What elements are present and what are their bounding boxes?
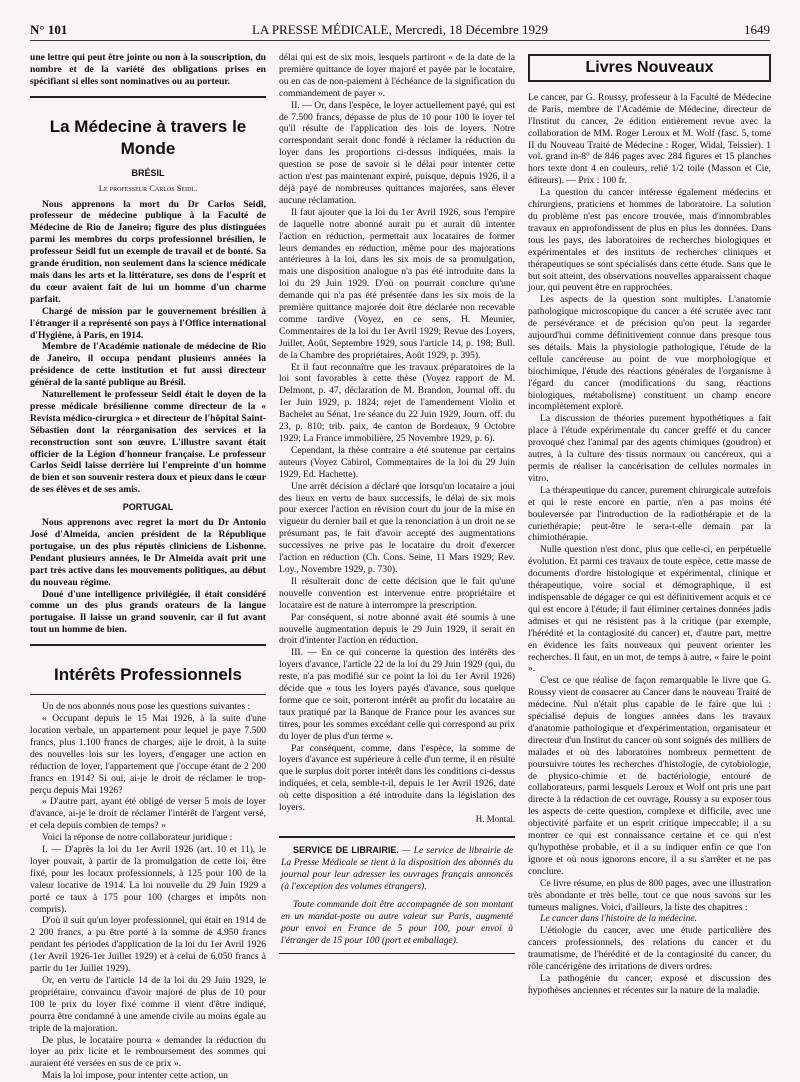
- page-header: [30, 20, 770, 41]
- heading-bresil: BRÉSIL: [131, 167, 165, 178]
- issue-number: N° 101: [30, 22, 68, 37]
- paragraph: Naturellement le professeur Seidl était le doyen de la presse médicale brésilienne comme directeur de la « Revista médico-cirurgica » et directeur de l'hôpital Saint-Sébastien dont la réorganisation des services et la reconstruction sont son œuvre. L'illustre savant était officier de la Légion d'honneur française. Le professeur Carlos Seidl laisse derrière lui l'empreinte d'un homme de bien et son souvenir restera doux et pieux dans le cœur de ses élèves et de ses amis.: [30, 389, 266, 496]
- librairie-box: [279, 836, 515, 954]
- section-title-medecine: La Médecine à travers le Monde: [49, 116, 247, 158]
- heading-portugal: PORTUGAL: [122, 502, 174, 513]
- section-title-interets: Intérêts Professionnels: [53, 665, 242, 685]
- paragraph: « Occupant depuis le 15 Mai 1926, à la suite d'une location verbale, un appartement pour lequel je paye 7.500 francs, plus 1.100 francs de charges, aije le droit, à la suite des nouvelles lois sur les loyers, d'engager une action en réduction de loyer, l'appartement que j'occupe étant de 2 200 francs en 1914? Si oui, ai-je le droit de réclamer le trop-perçu depuis Mai 1926?: [30, 713, 266, 796]
- librairie-title: SERVICE DE LIBRAIRIE.: [293, 844, 399, 855]
- paragraph: Il faut ajouter que la loi du 1er Avril 1926, sous l'empire de laquelle notre abonné aurait pu et aurait dû intenter l'action en réduction, permettait aux locataires de former leurs demandes en réduction, même pour des majorations antérieures à la loi, dans les six mois de sa promulgation, mais une disposition analogue n'a pas été introduite dans la loi du 29 Juin 1929. D'où on pourrait conclure qu'une demande qui n'a pas été présentée dans les six mois de la première quittance majorée doit être déclarée non recevable comme tardive (Voyez, en ce sens, H. Meunier, Commentaires de la loi du 1er Avril 1929; Revue des Loyers, Juillet, Août, Septembre 1929, sous l'article 14, p. 198; Bull. de la Chambre des propriétaires, Août 1929, p. 395).: [279, 206, 515, 361]
- paragraph: Cependant, la thèse contraire a été soutenue par certains auteurs (Voyez Cabirol, Commentaires de la loi du 29 Juin 1929, Ed. Hachette).: [279, 444, 515, 480]
- paragraph: Les aspects de la question sont multiples. L'anatomie pathologique microscopique du cancer a été scrutée avec tant de persévérance et de précision qu'on peut la regarder aujourd'hui comme définitivement connue dans presque tous ses détails. Mais la physiologie pathologique, l'étude de la cellule cancéreuse au point de vue morphologique et biochimique, l'étude des réactions générales de l'organisme à l'égard du cancer (modifications du sang, réactions biologiques, métabolisme) constituent un champ encore incomplètement exploré.: [528, 294, 771, 413]
- section-title-livres: Livres Nouveaux: [528, 54, 771, 82]
- paragraph: Nous apprenons la mort du Dr Carlos Seidl, professeur de médecine publique à la Faculté de Médecine de Rio de Janeiro; figure des plus distinguées parmi les membres du corps professionnel brésilien, le professeur Seidl fut un exemple de travail et de bonté. Sa grande érudition, non seulement dans la science médicale mais dans les arts et la littérature, ses dons de l'esprit et du cœur avaient fait de lui un homme d'un charme parfait.: [30, 198, 266, 305]
- journal-title: LA PRESSE MÉDICALE, Mercredi, 18 Décembre 1929: [251, 22, 549, 37]
- divider: [30, 644, 266, 646]
- paragraph: Nulle question n'est donc, plus que celle-ci, en perpétuelle évolution. Et parmi ces travaux de toute espèce, cette masse de documents d'ordre histologique et expérimental, clinique et thérapeutique, voire social et démographique, il est indispensable de dégager ce qui est définitivement acquis et ce qui est encore à l'étude; il faut éliminer certaines données jadis admises et qui ne résistent pas à la critique (par exemple, l'hérédité et la contagiosité du cancer) et, d'autre part, mettre en évidence les faits nouveaux qui peuvent orienter les recherches. Il faut, en un mot, de temps à autre, « faire le point ».: [528, 544, 771, 675]
- paragraph: Il résulterait donc de cette décision que le fait qu'une nouvelle convention est intervenue entre propriétaire et locataire est de nature à interrompre la prescription.: [279, 575, 515, 611]
- paragraph: Or, en vertu de l'article 14 de la loi du 29 Juin 1929, le propriétaire, convaincu d'avoir majoré de plus de 10 pour 100 le prix du loyer fixé comme il vient d'être indiqué, pourra être condamné à une amende civile au moins égale au triple de la majoration.: [30, 975, 266, 1034]
- paragraph: La thérapeutique du cancer, purement chirurgicale autrefois et qui le reste encore en partie, n'en a pas moins été bouleversée par l'introduction de la radiothérapie et de la curiethérapie; peut-être le sera-t-elle demain par la chimiothérapie.: [528, 484, 771, 544]
- paragraph: III. — En ce qui concerne la question des intérêts des loyers d'avance, l'article 22 de la loi du 29 Juin 1929 (qui, du reste, n'a pas modifié sur ce point la loi du 1er Avril 1926) décide que « tous les loyers payés d'avance, sous quelque forme que ce soit, porteront intérêt au profit du locataire au taux pratiqué par la Banque de France pour les avances sur titres, pour les sommes excédant celle qui correspond au prix du loyer de plus d'un terme ».: [279, 647, 515, 742]
- paragraph: Par conséquent, si notre abonné avait été soumis à une nouvelle augmentation depuis le 29 Juin 1929, il serait en droit d'intenter l'action en réduction.: [279, 611, 515, 647]
- paragraph: I. — D'après la loi du 1er Avril 1926 (art. 10 et 11), le loyer pouvait, à partir de la promulgation de cette loi, être fixé, pour les locaux professionnels, à 125 pour 100 de la valeur locative de 1914. La loi nouvelle du 29 Juin 1929 a porté ce taux à 175 pour 100 (charges et impôts non compris).: [30, 844, 266, 915]
- paragraph: Membre de l'Académie nationale de médecine de Rio de Janeiro, il occupa pendant plusieurs années la présidence de cette institution et fut aussi directeur général de la santé publique au Brésil.: [30, 341, 266, 389]
- divider: [30, 96, 266, 98]
- librairie-body: — Le service de librairie de La Presse Médicale se tient à la disposition des abonnés du journal pour leur adresser les ouvrages français annoncés (à l'exception des volumes étrangers).: [281, 844, 514, 892]
- paragraph: La question du cancer intéresse également médecins et chirurgiens, praticiens et hommes de laboratoire. La solution du problème n'est pas encore trouvée, mais d'innombrables travaux en approfondissent de plus en plus les données. Dans tous les pays, des laboratoires de recherches biologiques et expérimentales et des instituts de recherches cliniques et thérapeutiques se sont spécialisés dans cette étude. Sans que le but soit atteint, des observations nouvelles apparaissent chaque jour, qui peuvent être en rapprochées.: [528, 187, 771, 294]
- paragraph: Ce livre résume, en plus de 800 pages, avec une illustration très abondante et très belle, tout ce que nous savons sur les tumeurs malignes. Voici, d'ailleurs, la liste des chapitres :: [528, 877, 771, 913]
- paragraph: II. — Or, dans l'espèce, le loyer actuellement payé, qui est de 7.500 francs, dépasse de plus de 10 pour 100 le loyer tel qu'il résulte de l'application des lois de loyers. Notre correspondant serait donc fondé à réclamer la réduction du loyer dans les proportions ci-dessus indiquées, mais la question se pose de savoir si le délai pour intenter cette action n'est pas maintenant expiré, puisque, depuis 1926, il a déjà payé de nombreuses quittances majorées, sans élever aucune réclamation.: [279, 99, 515, 206]
- paragraph: Une arrêt décision a déclaré que lorsqu'un locataire a joui des lieux en vertu de baux successifs, le délai de six mois pour exercer l'action en révision court du jour de la mise en vigueur du dernier bail et que la renonciation à un droit ne se présumant pas, le fait d'avoir accepté des augmentations successives ne prive pas le locataire du droit d'exercer l'action en réduction (Ch. Cons. Seine, 11 Mars 1929; Rev. Loy., Novembre 1929, p. 730).: [279, 480, 515, 575]
- byline-seidl: Le professeur Carlos Seidl.: [98, 182, 198, 193]
- signature: H. Montal.: [475, 814, 515, 824]
- paragraph: D'où il suit qu'un loyer professionnel, qui était en 1914 de 2 200 francs, a pu être porté à la somme de 4.950 francs pendant les périodes d'application de la loi du 1er Avril 1926 (1er Avril 1926-1er Juillet 1929) et à celui de 6.050 francs à partir du 1er Juillet 1929).: [30, 915, 266, 975]
- paragraph: De plus, le locataire pourra « demander la réduction du loyer au prix licite et le remboursement des sommes qui auraient été versées en sus de ce prix ».: [30, 1034, 266, 1070]
- paragraph: La discussion de théories purement hypothétiques a fait place à l'étude expérimentale du cancer greffé et du cancer provoqué chez l'animal par des agents chimiques (goudron) et autres, à la culture des tissus normaux ou cancéreux, qui a permis de réaliser la cancérisation de cellules normales in vitro.: [528, 413, 771, 484]
- paragraph: « D'autre part, ayant été obligé de verser 5 mois de loyer d'avance, ai-je le droit de réclamer l'intérêt de l'argent versé, et cela depuis combien de temps? »: [30, 796, 266, 832]
- column-right: [528, 52, 771, 1070]
- page-number: 1649: [744, 22, 770, 37]
- paragraph: Mais la loi impose, pour intenter cette action, un: [42, 1070, 228, 1082]
- librairie-body-2: Toute commande doit être accompagnée de son montant en un mandat-poste ou autre valeur sur Paris, augmenté pour envoi en France de 5 pour 100, pour envoi à l'étranger de 15 pour 100 (port et emballage).: [281, 898, 513, 946]
- paragraph: Un de nos abonnés nous pose les questions suivantes :: [42, 701, 251, 713]
- review-header: Le cancer, par G. Roussy, professeur à la Faculté de Médecine de Paris, membre de l'Académie de Médecine, directeur de l'Institut du cancer, 2e édition entièrement revue avec la collaboration de MM. Roger Leroux et M. Wolf (fasc. 5, tome II du Nouveau Traité de Médecine : Roger, Widal, Teissier). 1 vol. grand in-8° de 846 pages avec 284 figures et 15 planches hors texte dont 4 en couleurs, relié 1/2 toile (Masson et Cie, éditeurs). — Prix : 100 fr.: [528, 91, 771, 187]
- intro-paragraph: une lettre qui peut être jointe ou non à la souscription, du nombre et de la variété des obligations prises en spécifiant si elles sont nominatives ou au porteur.: [30, 52, 266, 87]
- chapter-item: La pathogénie du cancer, exposé et discussion des hypothèses anciennes et récentes sur la nature de la maladie.: [528, 972, 771, 996]
- paragraph: Chargé de mission par le gouvernement brésilien à l'étranger il a représenté son pays à l'Office international d'Hygiène, à Paris, en 1914.: [30, 305, 266, 341]
- paragraph: C'est ce que réalise de façon remarquable le livre que G. Roussy vient de consacrer au Cancer dans le nouveau Traité de médecine. Nul n'était plus capable de le faire que lui : spécialisé depuis de longues années dans les travaux d'anatomie pathologique et d'expérimentation, organisateur et directeur d'un Institut du cancer où sont soignés des milliers de malades et où des laboratoires nombreux permettent de poursuivre toutes les recherches d'histologie, de cytobiologie, de physico-chimie et de bactériologie, entouré de collaborateurs, parmi lesquels Leroux et Wolf ont pris une part directe à la rédaction de cet ouvrage, Roussy a su exposer tous les aspects de cette question, complexe et difficile, avec une objectivité parfaite et un esprit critique impeccable; il a su montrer ce qui est connaissance certaine et ce qui n'est qu'hypothèse probable, et il a su indiquer enfin ce que l'on ignore et où nous ignorons encore, il a su s'arrêter et ne pas conclure.: [528, 675, 771, 877]
- paragraph: Nous apprenons avec regret la mort du Dr Antonio José d'Almeida, ancien président de la République portugaise, un des plus réputés cliniciens de Lisbonne. Pendant plusieurs années, le Dr Almeida avait prit une part très active dans les mouvements politiques, au début du nouveau régime.: [30, 517, 266, 588]
- paragraph: Par conséquent, comme, dans l'espèce, la somme de loyers d'avance est supérieure à celle d'un terme, il en résulte que le surplus doit porter intérêt dans les conditions ci-dessus indiquées, et cela, semble-t-il, depuis le 1er Avril 1926, date où cette disposition a été introduite dans la législation des loyers.: [279, 742, 515, 814]
- divider: [30, 694, 266, 695]
- paragraph: Voici la réponse de notre collaborateur juridique :: [42, 832, 233, 844]
- paragraph: Doué d'une intelligence privilégiée, il était considéré comme un des plus grands orateurs de la langue portugaise. Il laisse un grand souvenir, car il fut avant tout un homme de bien.: [30, 588, 266, 636]
- chapter-item: Le cancer dans l'histoire de la médecine.: [540, 913, 698, 925]
- chapter-item: L'étiologie du cancer, avec une étude particulière des cancers professionnels, des relations du cancer et du traumatisme, de l'hérédité et de la contagiosité du cancer, du rôle cancérigène des irritations de divers ordres.: [528, 925, 771, 973]
- paragraph: Et il faut reconnaître que les travaux préparatoires de la loi sont favorables à cette thèse (Voyez rapport de M. Delmont, p. 47, déclaration de M. Brandon, Journal off. du 1er Juin 1929, p. 1824; rejet de l'amendement Violin et Bachelet au Sénat, 1re séance du 22 Juin 1929, Journ. off. du 23, p. 810; trib. paix, 4e canton de Bordeaux, 9 Octobre 1929; La France immobilière, 25 Novembre 1929, p. 6).: [279, 361, 515, 444]
- column-left: [30, 52, 266, 1082]
- column-middle: [279, 52, 515, 1070]
- paragraph: délai qui est de six mois, lesquels partiront « de la date de la première quittance de loyer majoré et payée par le locataire, ou en cas de non-paiement à l'échéance de la signification du commandement de payer ».: [279, 52, 515, 99]
